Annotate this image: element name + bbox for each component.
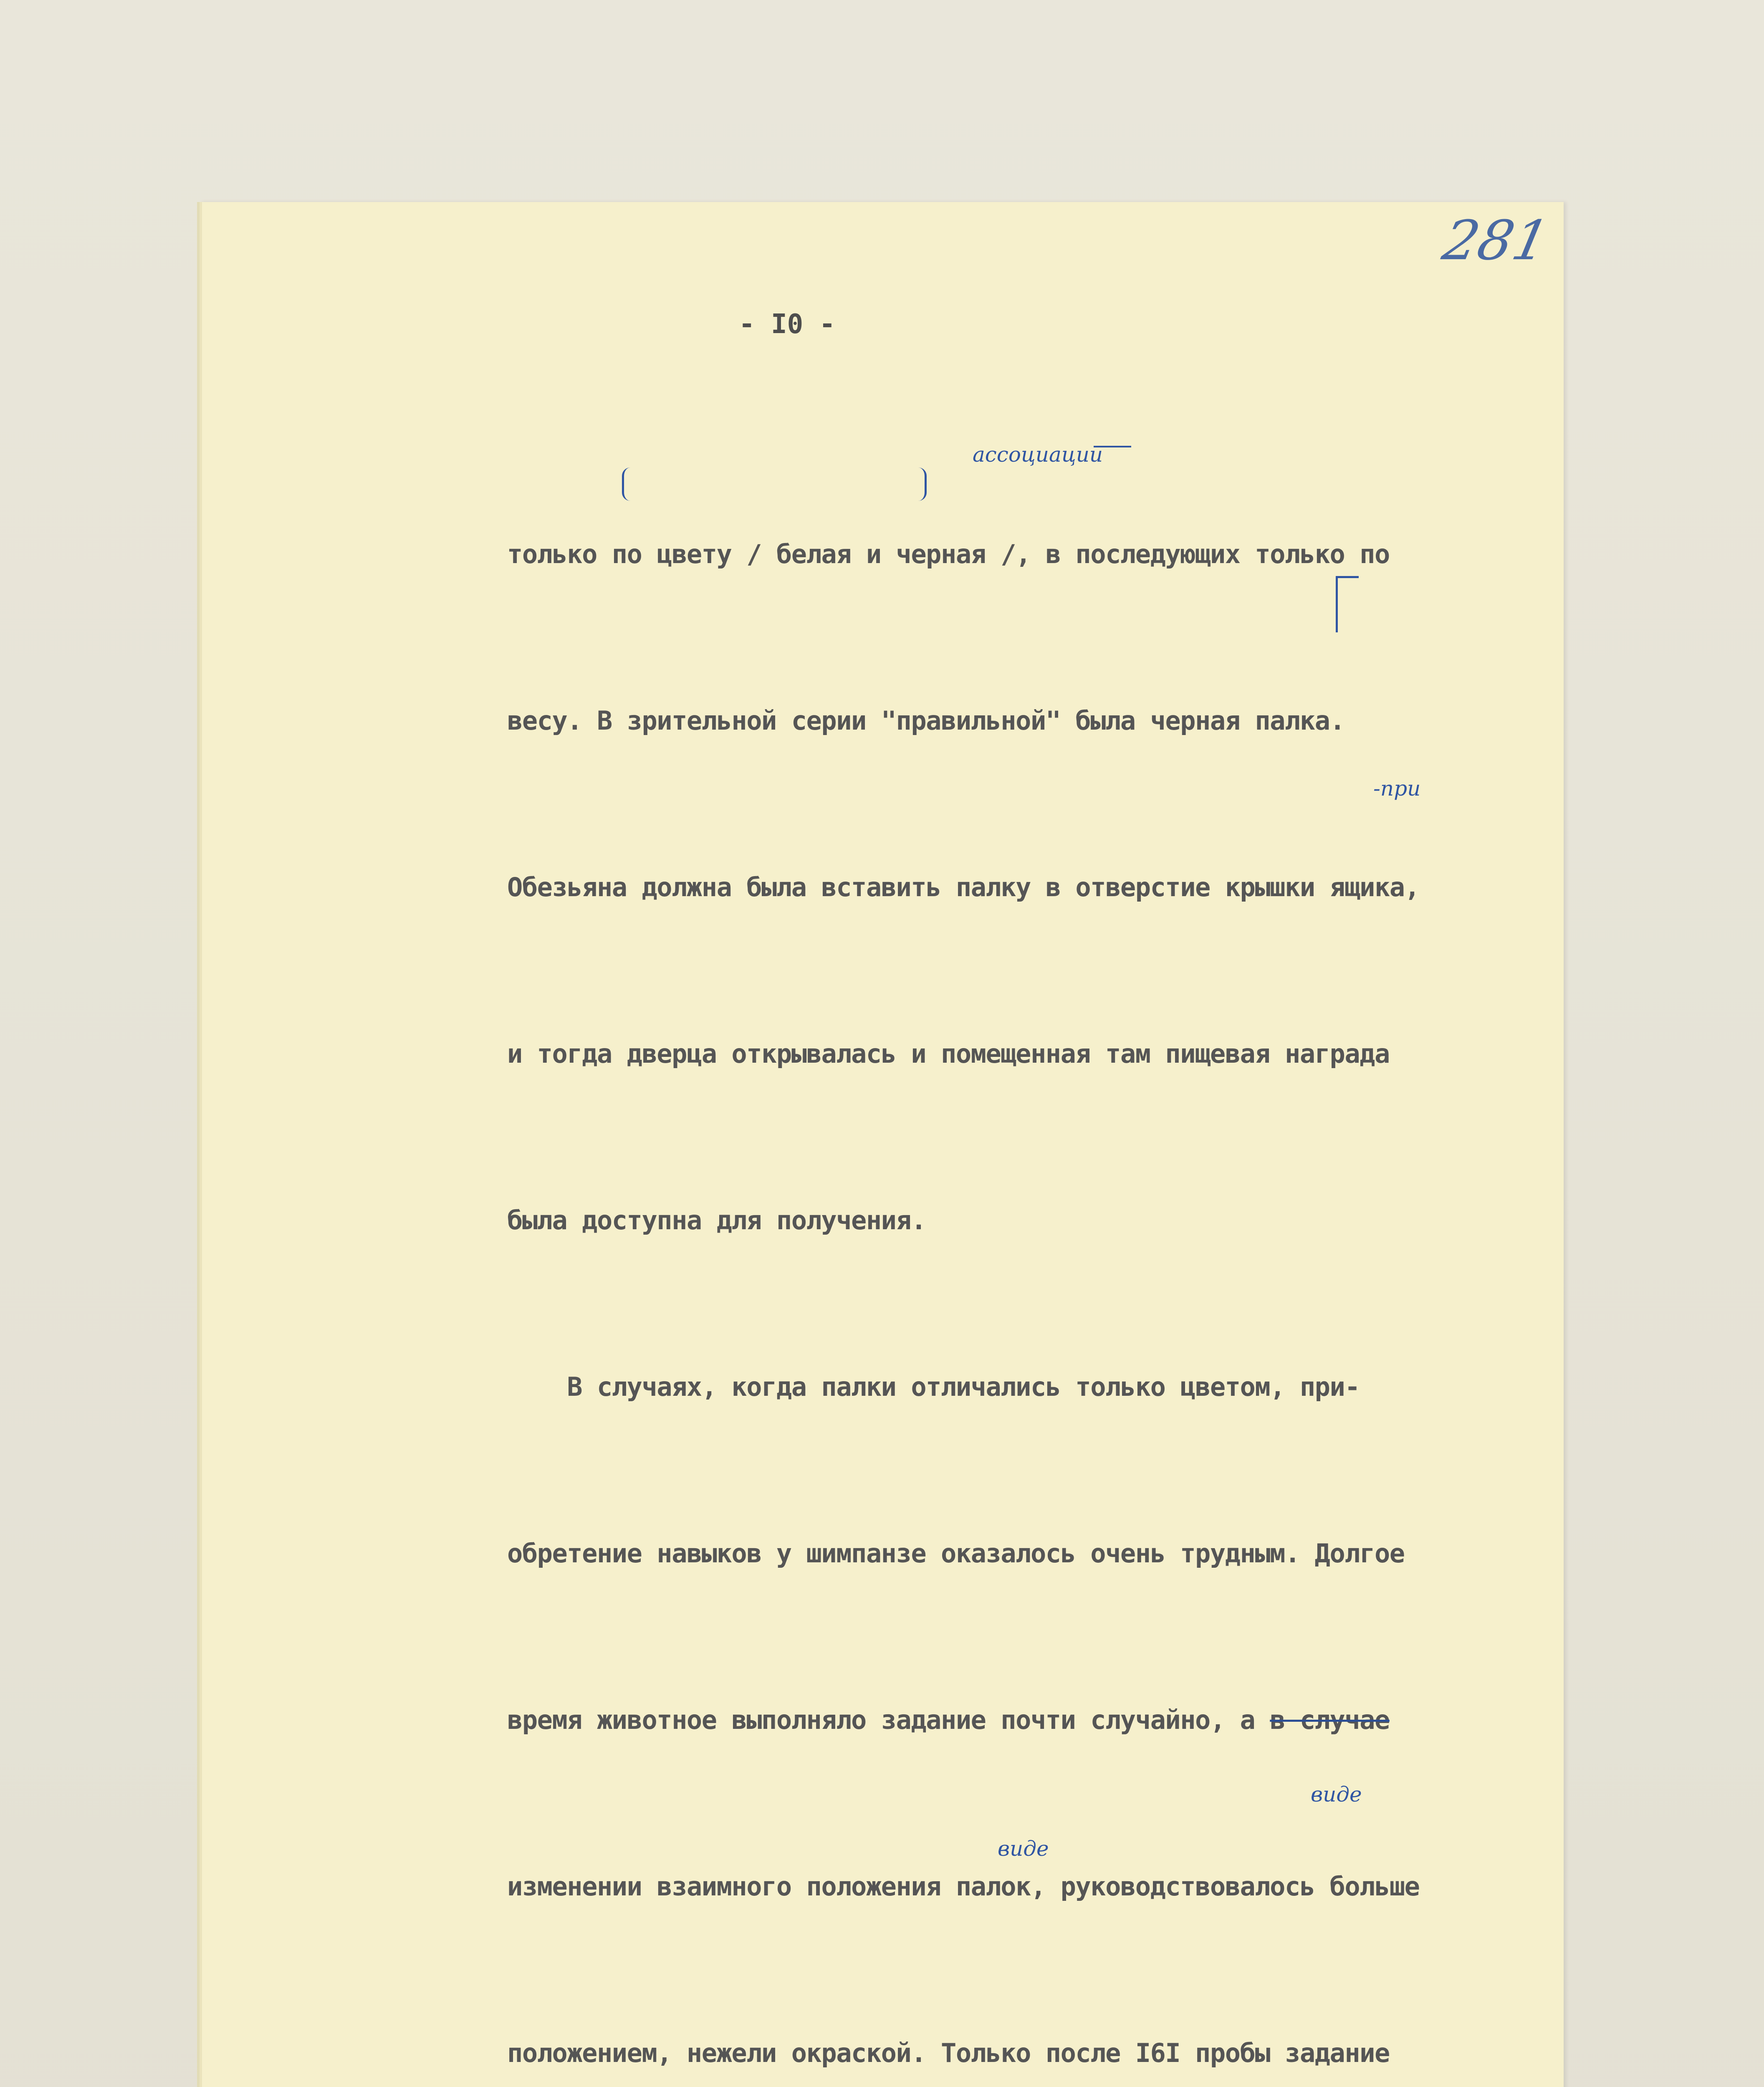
text-line-7: обретение навыков у шимпанзе оказалось очень трудным. Долгое [507, 1538, 1405, 1569]
pen-bracket-close [912, 467, 927, 501]
text-line-3: Обезьяна должна была вставить палку в отверстие крышки ящика, [507, 872, 1420, 902]
handwritten-note-pri: -при [1373, 776, 1421, 801]
text-line-8-main: время животное выполняло задание почти случайно, а [507, 1705, 1270, 1735]
pen-bracket-open [622, 467, 637, 501]
page-number: - I0 - [739, 309, 836, 340]
text-line-6: В случаях, когда палки отличались только цветом, при- [507, 1372, 1360, 1402]
handwritten-note-vide-1: виде [1311, 1782, 1362, 1807]
pen-insertion-mark [1336, 576, 1359, 632]
text-line-1: только по цвету / белая и черная /, в последующих только по [507, 539, 1390, 569]
pen-underline-mark [1094, 446, 1131, 447]
folio-number: 281 [1437, 209, 1555, 272]
text-line-9: изменении взаимного положения палок, руководствовалось больше [507, 1871, 1420, 1902]
struck-text-8: в случае [1270, 1705, 1390, 1735]
text-line-8 [507, 1692, 1563, 1748]
text-line-5: была доступна для получения. [507, 1205, 926, 1236]
text-line-10: положением, нежели окраской. Только после I6I пробы задание [507, 2038, 1390, 2068]
handwritten-note-associations: ассоциации [973, 442, 1103, 467]
handwritten-note-vide-2: виде [998, 1837, 1049, 1861]
text-line-4: и тогда дверца открывалась и помещенная там пищевая награда [507, 1038, 1390, 1069]
text-line-2: весу. В зрительной серии "правильной" была черная палка. [507, 705, 1345, 736]
